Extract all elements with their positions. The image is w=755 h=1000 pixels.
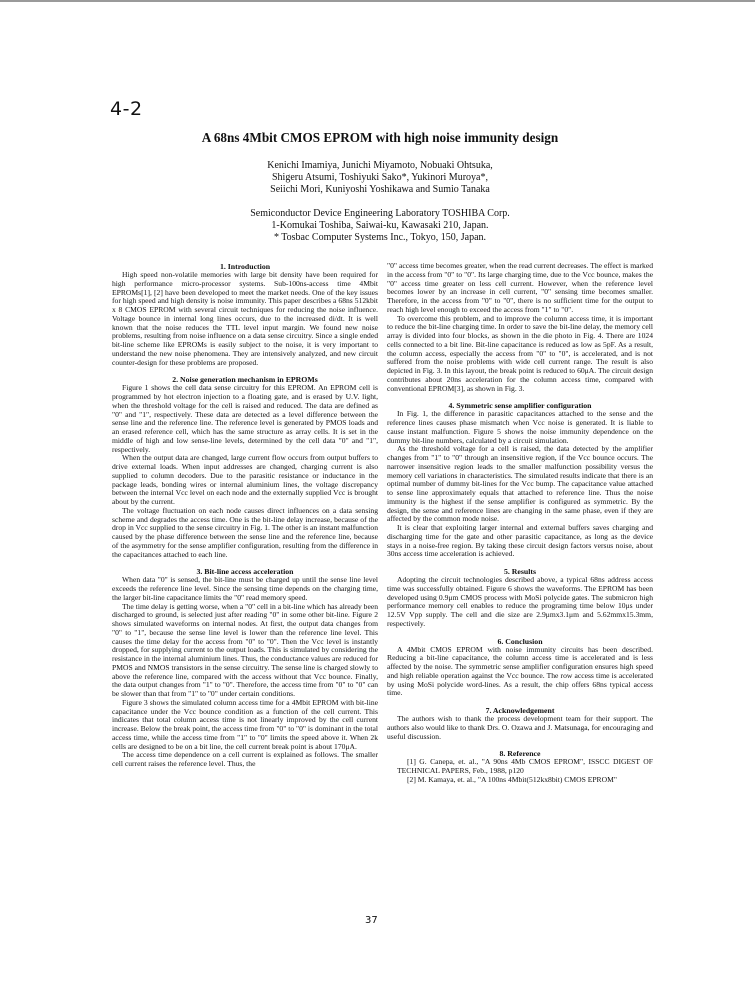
paragraph: Figure 3 shows the simulated column access time for a 4Mbit EPROM with bit-line capacitance under the Vcc bounce condition as a function of the cell current. This indicates that total column access time is not linearly improved by the cell current increase. Below the break point, the access time from "0" to "0" is dominant in the total access time, while the access time from "1" to "0" limits the speed above it. When 2k cells are designed to be on a bit line, the cell current break point is about 170μA. xyxy=(112,697,378,751)
author-list xyxy=(100,160,660,196)
paragraph: The time delay is getting worse, when a "0" cell in a bit-line which has already been discharged to ground, is selected just after reading "0" in some other bit-line. Figure 2 shows simulated waveforms on internal nodes. At first, the output data changes from "0" to "1", because the sense line level is lower than the reference line level. This causes the time delay for the access from "0" to "0". Then the Vcc level is instantly dropped, for supplying current to the output loads. This is simulated by considering the resistance in the internal aluminium lines. Thus, the conductance values are reduced for PMOS and NMOS transistors in the sense circuitry. The sense line is charged slowly to above the reference line, compared with the access without that Vcc bounce. Finally, the data output changes from "1" to "0". Therefore, the access time from "0" to "0" can be slower than that from "1" to "0" under certain conditions. xyxy=(112,601,378,698)
paragraph: It is clear that exploiting larger internal and external buffers saves charging and discharging time for the gate and other parasitic capacitance, as long as the device stays in a noise-free region. By taking these circuit design factors versus noise, about 30ns access time acceleration is achieved. xyxy=(387,523,653,559)
paragraph: The authors wish to thank the process development team for their support. The authors also would like to thank Drs. O. Ozawa and J. Matsunaga, for encouraging and useful discussion. xyxy=(387,714,653,741)
right-column xyxy=(387,262,653,785)
paragraph: "0" access time becomes greater, when the read current decreases. The effect is marked in the access from "0" to "0". Its large charging time, due to the Vcc bounce, makes the "0" access time greater on less cell current. However, when the reference level becomes lower by an increase in cell current, "0" sensing time becomes smaller. Therefore, in the access from "0" to "0", there is no sufficient time for the output to reach high level enough to exceed the access from "1" to "0". xyxy=(387,261,653,314)
paragraph: Adopting the circuit technologies described above, a typical 68ns address access time was successfully obtained. Figure 6 shows the waveforms. The EPROM has been developed using 0.9μm CMOS process with MoSi polycide gates. The submicron high performance memory cell enables to reduce the programing time below 10μs under 12.5V Vpp supply. The cell and die size are 2.9μmx3.1μm and 5.62mmx15.3mm, respectively. xyxy=(387,575,653,628)
affiliation-line: 1-Komukai Toshiba, Saiwai-ku, Kawasaki 210, Japan. xyxy=(271,220,489,231)
paper-title: A 68ns 4Mbit CMOS EPROM with high noise immunity design xyxy=(201,130,559,145)
affiliation-line: * Tosbac Computer Systems Inc., Tokyo, 150, Japan. xyxy=(273,232,487,243)
paragraph: The access time dependence on a cell current is explained as follows. The smaller cell current raises the reference level. Thus, the xyxy=(112,750,378,768)
affiliation-line: Semiconductor Device Engineering Laboratory TOSHIBA Corp. xyxy=(250,208,510,219)
section-heading-introduction: 1. Introduction xyxy=(219,262,271,271)
author-line: Seiichi Mori, Kuniyoshi Yoshikawa and Sumio Tanaka xyxy=(270,184,490,195)
paragraph: A 4Mbit CMOS EPROM with noise immunity circuits has been described. Reducing a bit-line capacitance, the column access time is accelerated and is less affected by the noise. The symmetric sense amplifier configuration ensures high speed and high reliable operation against the Vcc bounce. The row access time is accelerated by using MoSi polycide word-lines. As a result, the chip offers 68ns typical access time. xyxy=(387,644,653,698)
left-column xyxy=(112,262,378,769)
paragraph: High speed non-volatile memories with large bit density have been required for high performance micro-processor systems. Sub-100ns-access time 4Mbit EPROMs[1], [2] have been developed to meet the market needs. One of the key issues for high speed and high density is noise immunity. This paper describes a 68ns 512kbit x 8 CMOS EPROM with several circuit techniques for reducing the noise influence. Voltage bounce in internal long lines occurs, due to the increased di/dt. It is well known that the noise reduces the TTL level input margin. We found new noise problems, resulting from noise influence on a data sense circuitry. Since a single ended bit-line scheme like EPROMs is easily subject to the noise, it is very important to understand the new noise phenomena. They are intensively analyzed, and new circuit counter-design for these problems are proposed. xyxy=(112,270,378,367)
paragraph: When data "0" is sensed, the bit-line must be charged up until the sense line level exceeds the reference line level. Since the sensing time depends on the charging time, the larger bit-line capacitance limits the "0" read memory speed. xyxy=(112,575,378,602)
page-number: 37 xyxy=(365,915,378,926)
section-heading-symmetric-sense-amp: 4. Symmetric sense amplifier configuration xyxy=(448,401,592,411)
author-line: Kenichi Imamiya, Junichi Miyamoto, Nobuaki Ohtsuka, xyxy=(267,160,493,171)
paragraph: In Fig. 1, the difference in parasitic capacitances attached to the sense and the reference lines causes phase mismatch when Vcc noise is generated. It is liable to cause instant malfunction. Figure 5 shows the noise immunity dependence on the dummy bit-line numbers, calculated by a circuit simulation. xyxy=(387,409,653,445)
session-number: 4-2 xyxy=(110,98,143,120)
affiliation xyxy=(100,208,660,244)
paragraph: To overcome this problem, and to improve the column access time, it is important to reduce the bit-line charging time. In order to save the bit-line delay, the memory cell array is divided into four blocks, as shown in the die photo in Fig. 4. There are 1024 cells connected to a bit line. Bit-line capacitance is reduced as low as 5pF. As a result, the column access, especially the access from "0" to "0", is accelerated, and is not suffered from the noise problems with wide cell current range. The result is also depicted in Fig. 3. In this layout, the break point is reduced to 60μA. The circuit design contributes about 20ns acceleration for the column access time, compared with conventional EPROM[3], as shown in Fig. 3. xyxy=(387,313,653,393)
author-line: Shigeru Atsumi, Toshiyuki Sako*, Yukinori Muroya*, xyxy=(272,172,488,183)
section-heading-results: 5. Results xyxy=(503,567,537,576)
section-heading-bitline-access: 3. Bit-line access acceleration xyxy=(196,567,294,577)
paragraph: Figure 1 shows the cell data sense circuitry for this EPROM. An EPROM cell is programmed by hot electron injection to a floating gate, and is erased by U.V. light, when the threshold voltage for the cell is raised and reduced. The data are defined as "0" and "1", respectively. These data are detected as a level difference between the sense line and the reference line. The reference level is generated by PMOS loads and an erased reference cell, which has the same structure as array cells. It is set in the middle of high and low sense-line levels, determined by the cell data "0" and "1", respectively. xyxy=(112,383,378,454)
section-heading-reference: 8. Reference xyxy=(499,749,541,759)
paragraph: The voltage fluctuation on each node causes direct influences on a data sensing scheme and degrades the access time. One is the bit-line delay increase, because of the drop in Vcc supplied to the sense circuitry in Fig. 1. The other is an instant malfunction caused by the phase difference between the sense line and the reference line, because of the asymmetry for the sense amplifier configuration, resulting from the difference in the capacitances attached to each line. xyxy=(112,505,378,559)
section-heading-conclusion: 6. Conclusion xyxy=(497,636,543,646)
section-heading-noise-generation: 2. Noise generation mechanism in EPROMs xyxy=(172,375,318,385)
page-top-border xyxy=(0,0,755,2)
paragraph: When the output data are changed, large current flow occurs from output buffers to drive external loads. When input addresses are changed, charging current is also supplied to column decoders. Due to the parasitic resistance or inductance in the package leads, bonding wires or internal aluminium lines, the voltage discrepancy between the internal Vcc level on each node and the externally supplied Vcc is brought about by the current. xyxy=(112,453,378,506)
reference-item: [2] M. Kamaya, et. al., "A 100ns 4Mbit(512kx8bit) CMOS EPROM" xyxy=(407,774,617,784)
reference-item: [1] G. Canepa, et. al., "A 90ns 4Mb CMOS EPROM", ISSCC DIGEST OF TECHNICAL PAPERS, Feb., 1988, p120 xyxy=(397,757,653,775)
paragraph: As the threshold voltage for a cell is raised, the data detected by the amplifier changes from "1" to "0" through an insensitive region, if the Vcc bounce occurs. The narrower insensitive region leads to the smaller malfunction possibility versus the memory cell variations in characteristics. The simulated results indicate that there is an optimal number of dummy bit-lines for the Vcc bump. The capacitance value attached to sense line approximately equals that attached to reference line. Thus the noise immunity is the highest if the sense amplifier is configured as symmetric. By the design, the sense and reference lines are changing in the same phase, even if they are affected by the common mode noise. xyxy=(387,444,653,524)
section-heading-acknowledgement: 7. Acknowledgement xyxy=(485,706,555,715)
